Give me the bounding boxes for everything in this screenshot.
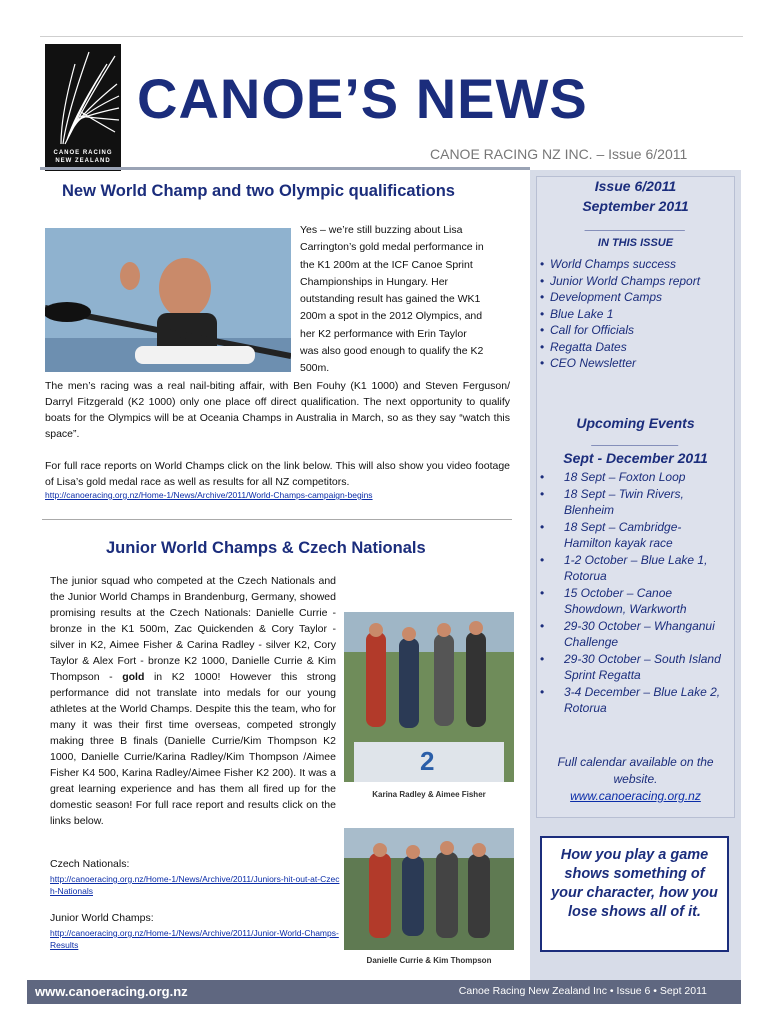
calendar-link[interactable]: www.canoeracing.org.nz xyxy=(570,789,701,803)
article1-para3: For full race reports on World Champs click on the link below. This will also show you video footage of Lisa’s gold medal race as well as results for all NZ competitors. xyxy=(45,460,510,488)
intro-line: the K1 200m at the ICF Canoe Sprint xyxy=(300,258,473,271)
toc-item[interactable]: • CEO Newsletter xyxy=(540,355,730,372)
intro-line: outstanding result has gained the WK1 xyxy=(300,293,481,306)
event-item: • 18 Sept – Cambridge-Hamilton kayak race xyxy=(540,519,725,552)
toc-item[interactable]: • Junior World Champs report xyxy=(540,273,730,290)
toc-item[interactable]: • Blue Lake 1 xyxy=(540,306,730,323)
sidebar xyxy=(530,170,741,981)
world-champs-link[interactable]: http://canoeracing.org.nz/Home-1/News/Archive/2011/World-Champs-campaign-begins xyxy=(45,490,373,500)
toc-item[interactable]: • Development Camps xyxy=(540,289,730,306)
article1-intro xyxy=(300,222,505,378)
article1-para2: The men’s racing was a real nail-biting affair, with Ben Fouhy (K1 1000) and Steven Ferguson/ Darryl Fitzgerald (K2 1000) only one place off direct qualification. The next opportunity to qualify boats for the Olympics will be at Oceania Champs in Australia in March, so as they say “watch this space”. xyxy=(45,380,510,440)
sidebar-issue: Issue 6/2011 xyxy=(594,178,677,194)
podium-number: 2 xyxy=(420,746,435,776)
event-item: • 29-30 October – Whanganui Challenge xyxy=(540,618,725,651)
logo-line2: NEW ZEALAND xyxy=(55,158,111,164)
toc-item[interactable]: • Regatta Dates xyxy=(540,339,730,356)
intro-line: her K2 performance with Erin Taylor xyxy=(300,327,467,340)
fern-icon xyxy=(45,44,121,149)
photo-caption-1: Karina Radley & Aimee Fisher xyxy=(372,790,486,799)
article2-body xyxy=(50,573,336,829)
sidebar-date: September 2011 xyxy=(582,198,689,214)
article2-text-a: The junior squad who competed at the Czech Nationals and the Junior World Champs in Brandenburg, Germany, showed promising results at the Czech Nationals: Danielle Currie - bronze in the K1 500m, Zac Quickenden & Cory Taylor - silver in K2, Aimee Fisher & Carina Radley - silver K2, Cory Taylor & Alex Fort - bronze K2 1000, Danielle Currie & Kim Thompson - xyxy=(50,575,336,683)
event-item: • 18 Sept – Twin Rivers, Blenheim xyxy=(540,486,725,519)
intro-line: Carrington’s gold medal performance in xyxy=(300,241,484,254)
event-item: • 3-4 December – Blue Lake 2, Rotorua xyxy=(540,684,725,717)
masthead-title: CANOE’S NEWS xyxy=(137,67,588,130)
table-of-contents xyxy=(540,256,730,372)
toc-item[interactable]: • World Champs success xyxy=(540,256,730,273)
article2-heading: Junior World Champs & Czech Nationals xyxy=(106,539,426,557)
gold-word: gold xyxy=(122,671,145,683)
footer-bar xyxy=(27,980,741,1004)
top-rule xyxy=(40,36,743,37)
event-item: • 15 October – Canoe Showdown, Warkworth xyxy=(540,585,725,618)
czech-results-link[interactable]: http://canoeracing.org.nz/Home-1/News/Archive/2011/Juniors-hit-out-at-Czech-Nationals xyxy=(50,874,340,896)
header-rule xyxy=(40,167,530,170)
event-item: • 18 Sept – Foxton Loop xyxy=(540,469,725,486)
intro-line: was also good enough to qualify the K2 xyxy=(300,345,484,358)
footer-issue-info: Canoe Racing New Zealand Inc • Issue 6 • Sept 2011 xyxy=(458,985,707,997)
podium-photo xyxy=(344,612,514,782)
canoe-racing-nz-logo xyxy=(45,44,121,171)
medal-photo xyxy=(344,828,514,950)
events-list xyxy=(540,469,725,717)
junior-results-link[interactable]: http://canoeracing.org.nz/Home-1/News/Archive/2011/Junior-World-Champs-Results xyxy=(50,928,339,950)
sidebar-rule-1: _______________ xyxy=(585,218,686,232)
quote-box: How you play a game shows something of your character, how you lose shows all of it. xyxy=(540,836,729,952)
event-item: • 1-2 October – Blue Lake 1, Rotorua xyxy=(540,552,725,585)
footer-website[interactable]: www.canoeracing.org.nz xyxy=(35,984,188,999)
events-date-range: Sept - December 2011 xyxy=(563,450,708,466)
czech-label: Czech Nationals: xyxy=(50,858,130,870)
intro-line: 500m. xyxy=(300,362,330,375)
event-item: • 29-30 October – South Island Sprint Regatta xyxy=(540,651,725,684)
article2-text-b: in K2 1000! However this strong performance did not translate into medals for our young athletes at the World Champs. Despite this the team, who for many it was their first time overseas, competed strongly making three B finals (Danielle Currie/Kim Thompson K2 1000, Danielle Currie/Karina Radley/Kim Thompson /Aimee Fisher K4 500, Karina Radley/Aimee Fisher K2 200). It was a great learning experience and has them all fired up for the domestic season! For full race report and results click on the links below. xyxy=(50,671,336,827)
photo-caption-2: Danielle Currie & Kim Thompson xyxy=(366,956,492,965)
section-divider xyxy=(42,519,512,520)
upcoming-events-heading: Upcoming Events xyxy=(576,415,695,431)
intro-line: Yes – we’re still buzzing about Lisa xyxy=(300,224,463,236)
toc-item[interactable]: • Call for Officials xyxy=(540,322,730,339)
junior-label: Junior World Champs: xyxy=(50,912,154,924)
in-this-issue-label: IN THIS ISSUE xyxy=(597,237,674,249)
intro-line: Championships in Hungary. Her xyxy=(300,275,449,288)
lisa-carrington-photo xyxy=(45,228,291,372)
sidebar-rule-2: _____________ xyxy=(592,433,679,447)
logo-line1: CANOE RACING xyxy=(53,150,113,156)
calendar-note: Full calendar available on the website. xyxy=(557,755,714,786)
article1-heading: New World Champ and two Olympic qualifications xyxy=(62,182,455,200)
intro-line: 200m a spot in the 2012 Olympics, and xyxy=(300,310,483,323)
issue-line: CANOE RACING NZ INC. – Issue 6/2011 xyxy=(430,146,688,162)
